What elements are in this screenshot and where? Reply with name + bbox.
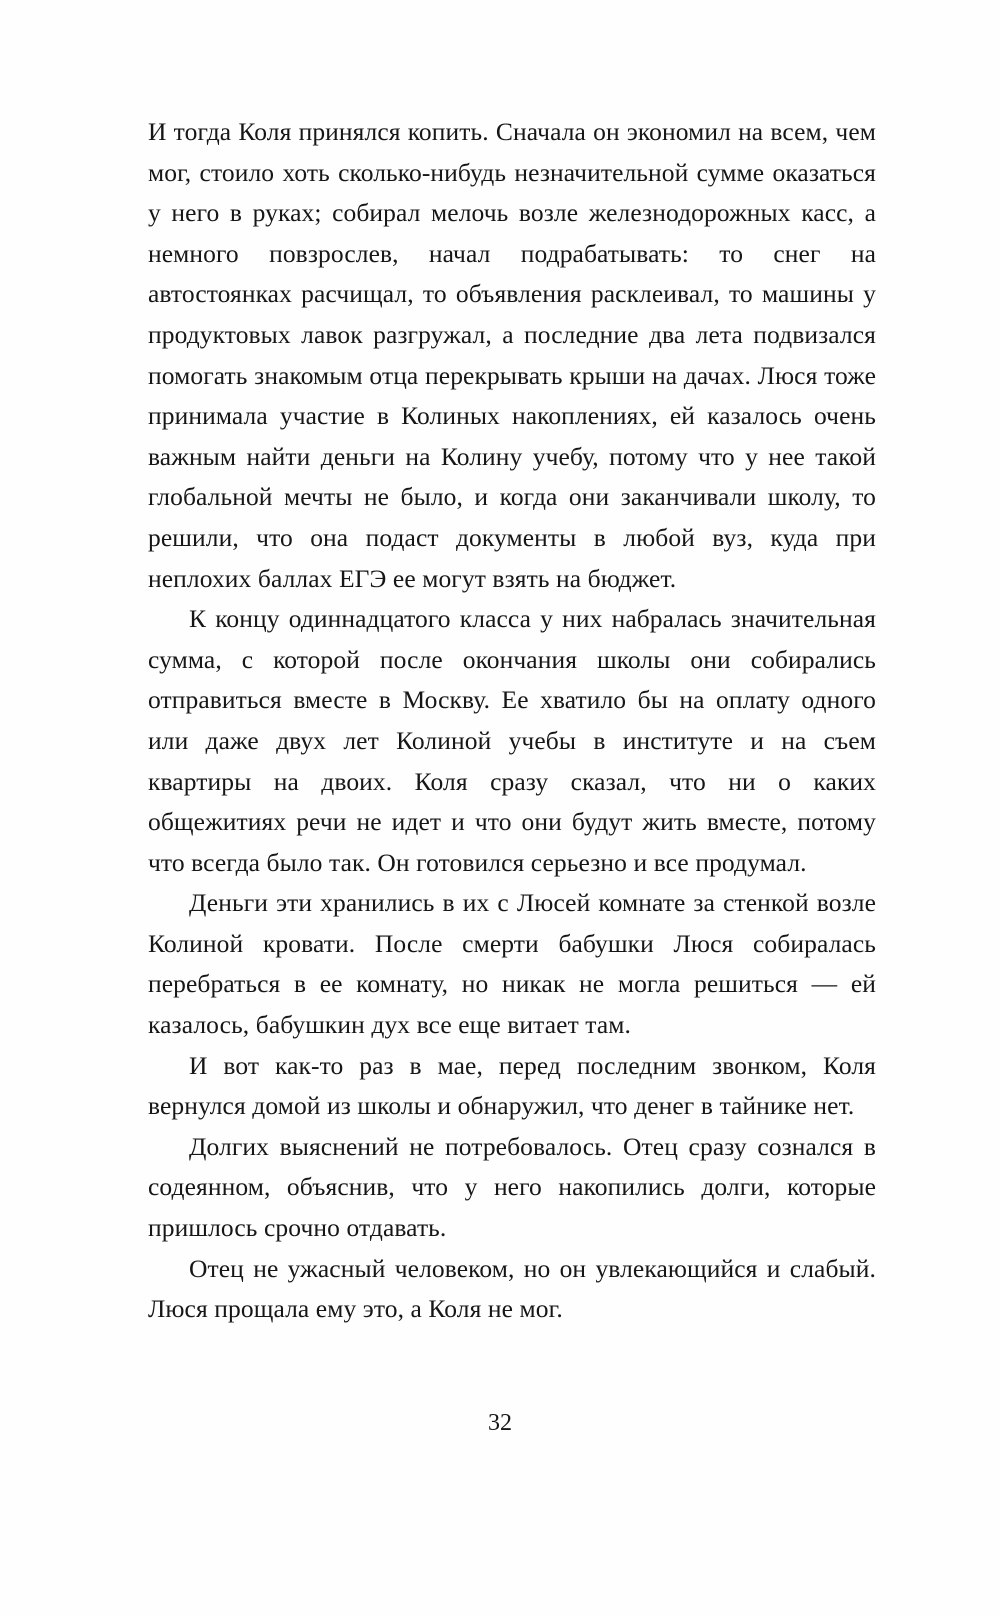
page-number: 32 (488, 1410, 512, 1436)
page-text-column (148, 112, 876, 1330)
paragraph: Отец не ужасный человеком, но он увлекающийся и слабый. Люся прощала ему это, а Коля не мог. (148, 1253, 876, 1324)
paragraph: И вот как-то раз в мае, перед последним звонком, Коля вернулся домой из школы и обнаружил, что денег в тайнике нет. (148, 1050, 876, 1121)
paragraph: Деньги эти хранились в их с Люсей комнате за стенкой возле Колиной кровати. После смерти бабушки Люся собиралась перебраться в ее комнату, но никак не могла решиться — ей казалось, бабушкин дух все еще витает там. (148, 888, 876, 1040)
paragraph: К концу одиннадцатого класса у них набралась значительная сумма, с которой после окончания школы они собирались отправиться вместе в Москву. Ее хватило бы на оплату одного или даже двух лет Колиной учебы в институте и на съем квартиры на двоих. Коля сразу сказал, что ни о каких общежитиях речи не идет и что они будут жить вместе, потому что всегда было так. Он готовился серьезно и все продумал. (148, 604, 876, 877)
paragraph: Долгих выяснений не потребовалось. Отец сразу сознался в содеянном, объяснив, что у него накопились долги, которые пришлось срочно отдавать. (148, 1131, 876, 1243)
paragraph: И тогда Коля принялся копить. Сначала он экономил на всем, чем мог, стоило хоть сколько-нибудь незначительной сумме оказаться у него в руках; собирал мелочь возле железнодорожных касс, а немного повзрослев, начал подрабатывать: то снег на автостоянках расчищал, то объявления расклеивал, то машины у продуктовых лавок разгружал, а последние два лета подвизался помогать знакомым отца перекрывать крыши на дачах. Люся тоже принимала участие в Колиных накоплениях, ей казалось очень важным найти деньги на Колину учебу, потому что у нее такой глобальной мечты не было, и когда они заканчивали школу, то решили, что она подаст документы в любой вуз, куда при неплохих баллах ЕГЭ ее могут взять на бюджет. (148, 117, 876, 593)
